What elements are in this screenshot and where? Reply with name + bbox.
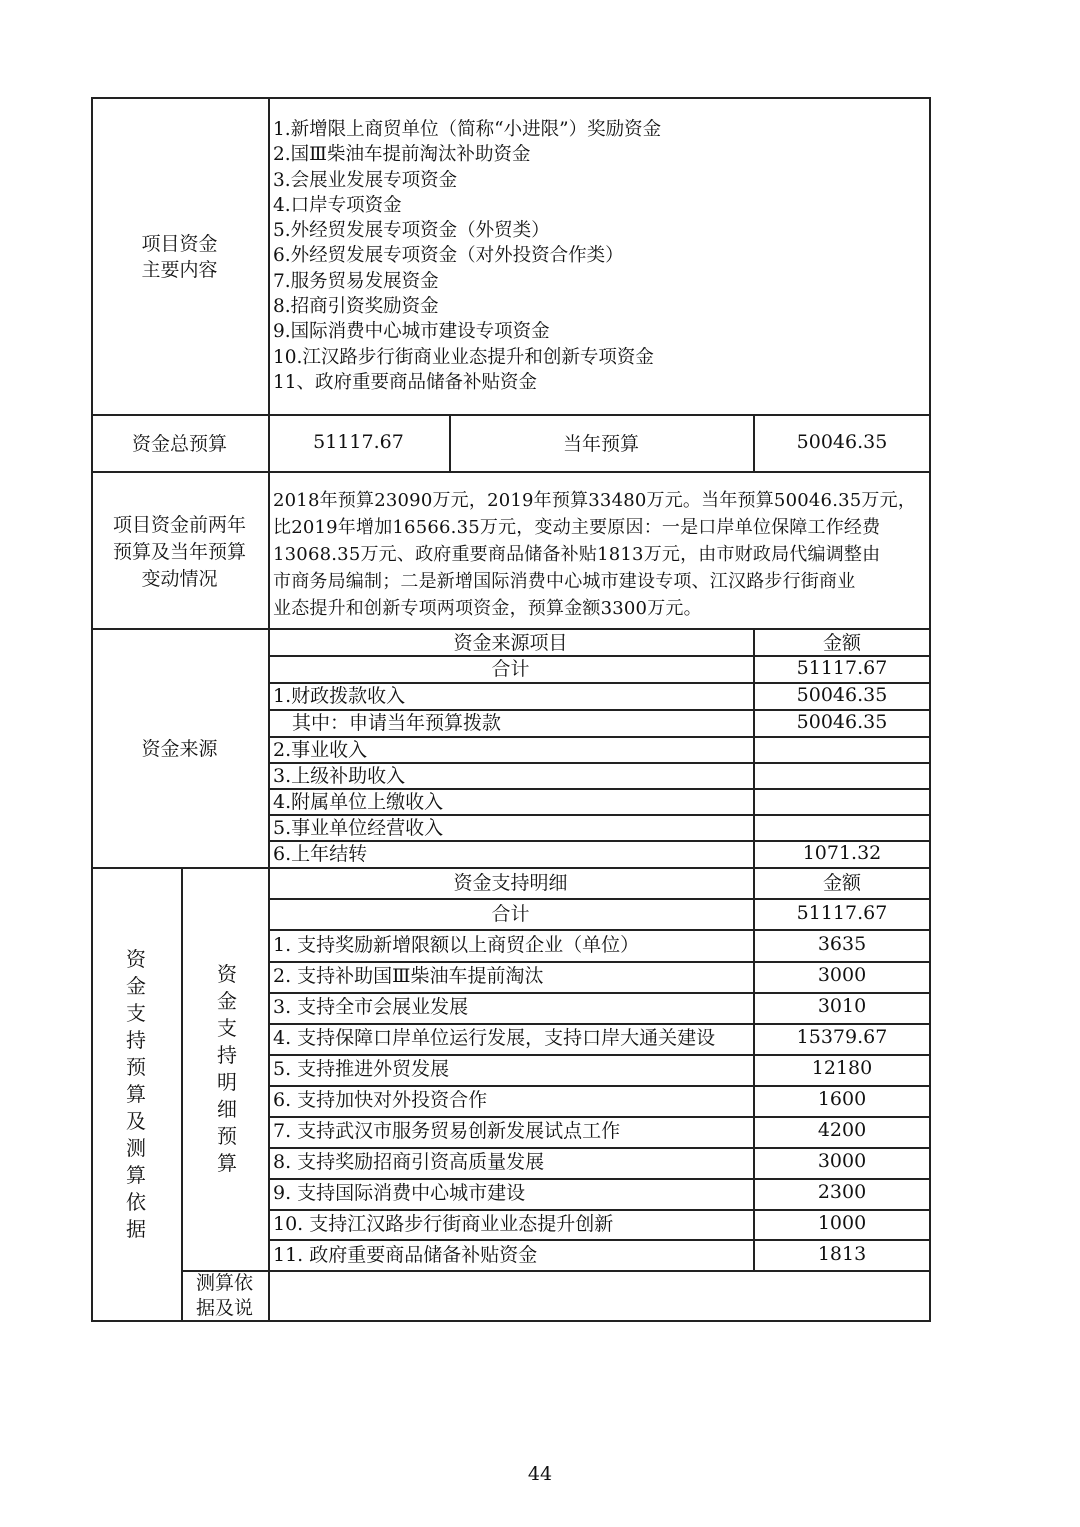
table-row-amount: 3635 bbox=[817, 933, 867, 955]
source-label: 资金来源 bbox=[141, 738, 218, 760]
table-row-item: 10. 支持江汉路步行街商业业态提升创新 bbox=[273, 1213, 614, 1235]
table-row-amount: 3000 bbox=[817, 1150, 867, 1172]
table-row-amount: 50046.35 bbox=[796, 711, 888, 733]
list-item: 8.招商引资奖励资金 bbox=[273, 296, 439, 318]
project-content-list bbox=[273, 117, 661, 395]
support-outer-label: 资 金 支 持 预 算 及 测 算 依 据 bbox=[126, 947, 146, 1241]
table-row-item: 9. 支持国际消费中心城市建设 bbox=[273, 1182, 526, 1204]
change-label-line3: 变动情况 bbox=[141, 568, 218, 590]
table-row-amount: 2300 bbox=[817, 1181, 867, 1203]
source-header-item: 资金来源项目 bbox=[453, 632, 568, 654]
list-item: 11、政府重要商品储备补贴资金 bbox=[273, 371, 538, 393]
list-item: 6.外经贸发展专项资金（对外投资合作类） bbox=[273, 245, 624, 267]
table-row-item: 5.事业单位经营收入 bbox=[273, 817, 444, 839]
list-item: 9.国际消费中心城市建设专项资金 bbox=[273, 321, 550, 343]
table-row-item: 6. 支持加快对外投资合作 bbox=[273, 1089, 488, 1111]
table-row-amount: 1600 bbox=[817, 1088, 867, 1110]
change-label-line1: 项目资金前两年 bbox=[112, 514, 246, 536]
list-item: 5.外经贸发展专项资金（外贸类） bbox=[273, 220, 550, 242]
source-header-amount: 金额 bbox=[822, 632, 861, 654]
project-content-label-line1: 项目资金 bbox=[141, 233, 218, 255]
list-item: 1.新增限上商贸单位（简称“小进限”）奖励资金 bbox=[273, 119, 662, 140]
list-item: 4.口岸专项资金 bbox=[273, 194, 402, 216]
table-row-amount: 51117.67 bbox=[796, 657, 888, 679]
table-row-item: 2. 支持补助国Ⅲ柴油车提前淘汰 bbox=[273, 965, 544, 987]
total-budget-value: 51117.67 bbox=[313, 431, 404, 453]
paragraph-line: 比2019年增加16566.35万元，变动主要原因：一是口岸单位保障工作经费 bbox=[273, 517, 881, 538]
page-number: 44 bbox=[527, 1463, 553, 1485]
table-row-item: 合计 bbox=[491, 658, 530, 680]
table-row-amount: 3000 bbox=[817, 964, 867, 986]
list-item: 2.国Ⅲ柴油车提前淘汰补助资金 bbox=[273, 144, 531, 166]
table-row-item: 11. 政府重要商品储备补贴资金 bbox=[273, 1244, 538, 1266]
table-row-amount: 3010 bbox=[817, 995, 867, 1017]
table-row-item: 其中：申请当年预算拨款 bbox=[292, 712, 502, 734]
table-row-amount: 1000 bbox=[817, 1212, 867, 1234]
change-description bbox=[273, 487, 923, 622]
table-row-item: 1. 支持奖励新增限额以上商贸企业（单位） bbox=[273, 934, 640, 956]
list-item: 3.会展业发展专项资金 bbox=[273, 169, 458, 191]
table-row-item: 合计 bbox=[491, 903, 530, 925]
table-row-item: 6.上年结转 bbox=[273, 843, 368, 865]
table-row-amount: 12180 bbox=[811, 1057, 873, 1079]
table-row-amount: 15379.67 bbox=[796, 1026, 888, 1048]
table-row-item: 3.上级补助收入 bbox=[273, 765, 406, 787]
paragraph-line: 业态提升和创新专项两项资金，预算金额3300万元。 bbox=[273, 598, 702, 619]
table-row-amount: 1813 bbox=[817, 1243, 867, 1265]
list-item: 10.江汉路步行街商业业态提升和创新专项资金 bbox=[273, 346, 654, 368]
table-row-amount: 50046.35 bbox=[796, 684, 888, 706]
current-budget-value: 50046.35 bbox=[796, 431, 888, 453]
table-row-item: 1.财政拨款收入 bbox=[273, 685, 406, 707]
total-budget-label: 资金总预算 bbox=[131, 433, 227, 455]
paragraph-line: 2018年预算23090万元，2019年预算33480万元。当年预算50046.35万元， bbox=[273, 490, 917, 511]
support-header-item: 资金支持明细 bbox=[453, 872, 568, 894]
paragraph-line: 市商务局编制；二是新增国际消费中心城市建设专项、江汉路步行街商业 bbox=[273, 571, 856, 592]
list-item: 7.服务贸易发展资金 bbox=[273, 270, 439, 292]
change-label-line2: 预算及当年预算 bbox=[112, 541, 246, 563]
table-row-item: 7. 支持武汉市服务贸易创新发展试点工作 bbox=[273, 1120, 621, 1142]
project-content-label-line2: 主要内容 bbox=[141, 259, 218, 281]
support-header-amount: 金额 bbox=[822, 872, 861, 894]
table-row-item: 5. 支持推进外贸发展 bbox=[273, 1058, 450, 1080]
table-row-item: 8. 支持奖励招商引资高质量发展 bbox=[273, 1151, 545, 1173]
table-row-item: 4.附属单位上缴收入 bbox=[273, 791, 444, 813]
table-row-amount: 1071.32 bbox=[802, 842, 882, 864]
basis-label-line2: 据及说 bbox=[195, 1297, 253, 1319]
basis-label-line1: 测算依 bbox=[195, 1272, 253, 1294]
table-row-item: 2.事业收入 bbox=[273, 739, 368, 761]
support-inner-label: 资 金 支 持 明 细 预 算 bbox=[217, 962, 237, 1175]
paragraph-line: 13068.35万元、政府重要商品储备补贴1813万元，由市财政局代编调整由 bbox=[273, 544, 881, 565]
table-row-amount: 51117.67 bbox=[796, 902, 888, 924]
table-row-item: 4. 支持保障口岸单位运行发展，支持口岸大通关建设 bbox=[273, 1027, 716, 1049]
table-row-amount: 4200 bbox=[817, 1119, 867, 1141]
table-row-item: 3. 支持全市会展业发展 bbox=[273, 996, 469, 1018]
current-budget-label: 当年预算 bbox=[562, 433, 639, 455]
